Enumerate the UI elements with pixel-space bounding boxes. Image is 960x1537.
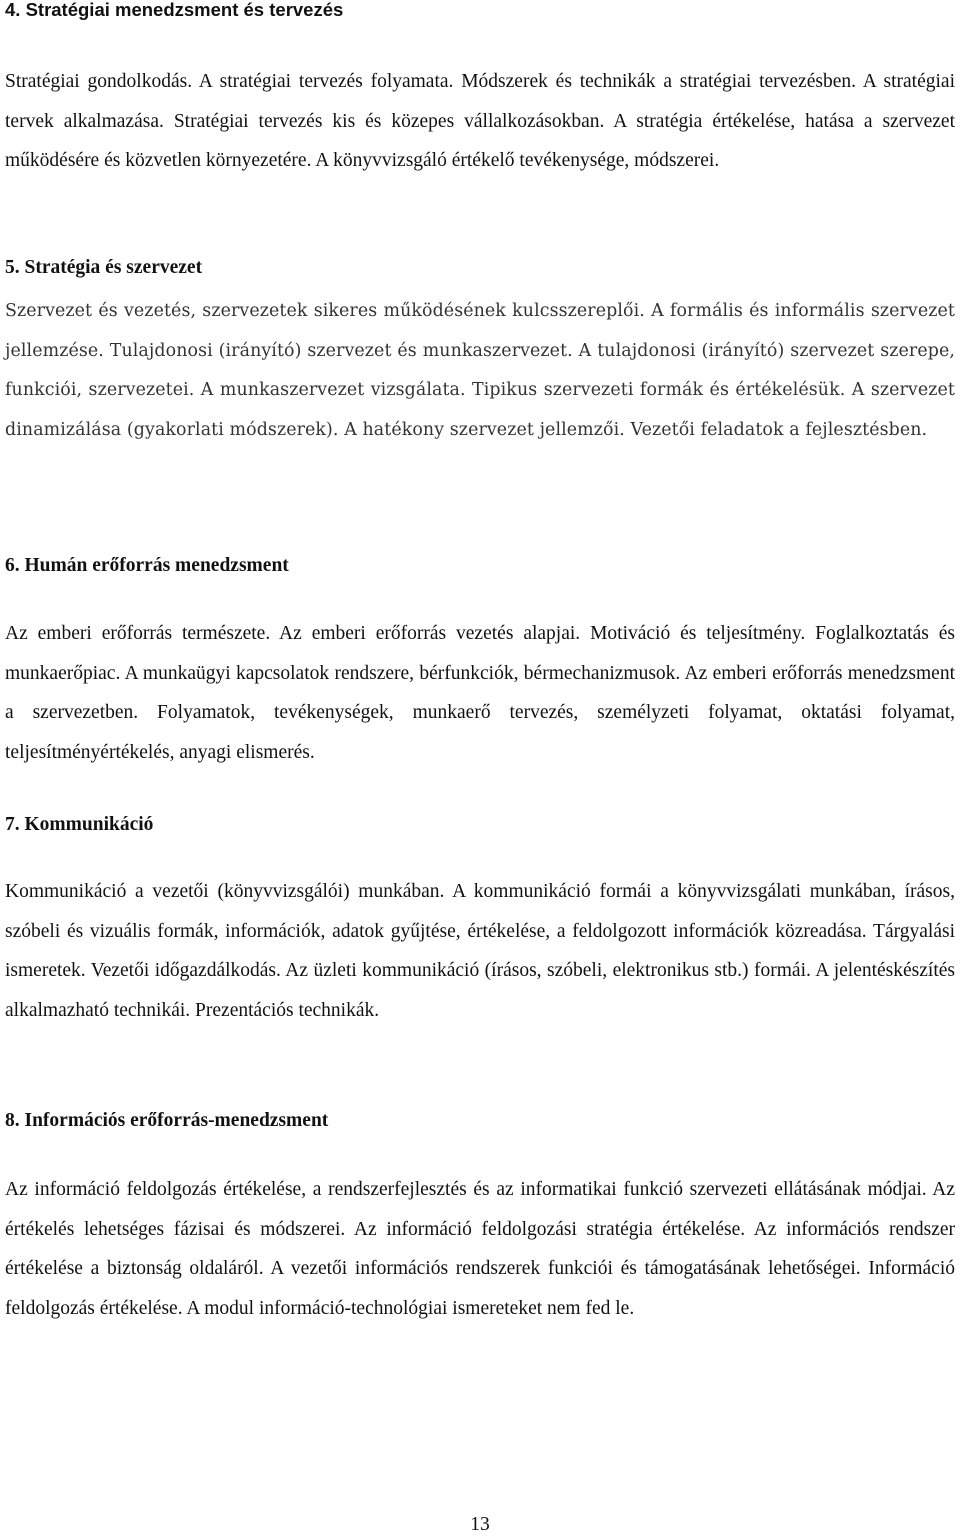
section-paragraph: Az emberi erőforrás természete. Az emberi erőforrás vezetés alapjai. Motiváció és teljesítmény. Foglalkoztatás és munkaerőpiac. A munkaügyi kapcsolatok rendszere, bérfunkciók, bérmechanizmusok. Az emberi erőforrás menedzsment a szervezetben. Folyamatok, tevékenységek, munkaerő tervezés, személyzeti folyamat, oktatási folyamat, teljesítményértékelés, anyagi elismerés. xyxy=(5,623,955,763)
section-5 xyxy=(5,256,955,280)
section-paragraph: Stratégiai gondolkodás. A stratégiai tervezés folyamata. Módszerek és technikák a stratégiai tervezésben. A stratégiai tervek alkalmazása. Stratégiai tervezés kis és közepes vállalkozásokban. A stratégia értékelése, hatása a szervezet működésére és közvetlen környezetére. A könyvvizsgáló értékelő tevékenysége, módszerei. xyxy=(5,71,955,172)
section-6-body xyxy=(5,614,955,772)
section-paragraph: Kommunikáció a vezetői (könyvvizsgálói) munkában. A kommunikáció formái a könyvvizsgálati munkában, írásos, szóbeli és vizuális formák, információk, adatok gyűjtése, értékelése, a feldolgozott információk közreadása. Tárgyalási ismeretek. Vezetői időgazdálkodás. Az üzleti kommunikáció (írásos, szóbeli, elektronikus stb.) formái. A jelentéskészítés alkalmazható technikái. Prezentációs technikák. xyxy=(5,881,955,1021)
section-heading: 5. Stratégia és szervezet xyxy=(5,257,203,278)
section-4-body xyxy=(5,62,955,181)
section-8 xyxy=(5,1109,955,1133)
section-8-body xyxy=(5,1170,955,1328)
section-4 xyxy=(5,0,955,22)
section-paragraph: Az információ feldolgozás értékelése, a rendszerfejlesztés és az informatikai funkció szervezeti ellátásának módjai. Az értékelés lehetséges fázisai és módszerei. Az információ feldolgozási stratégia értékelése. Az információs rendszer értékelése a biztonság oldaláról. A vezetői információs rendszerek funkciói és támogatásának lehetőségei. Információ feldolgozás értékelése. A modul információ-technológiai ismereteket nem fed le. xyxy=(5,1179,955,1319)
section-heading: 4. Stratégiai menedzsment és tervezés xyxy=(5,0,344,20)
section-7 xyxy=(5,813,955,837)
page-number: 13 xyxy=(470,1514,490,1535)
section-heading: 7. Kommunikáció xyxy=(5,814,154,835)
section-heading: 8. Információs erőforrás-menedzsment xyxy=(5,1110,329,1131)
section-6 xyxy=(5,554,955,578)
section-5-body xyxy=(5,292,955,450)
section-heading: 6. Humán erőforrás menedzsment xyxy=(5,555,289,576)
section-paragraph: Szervezet és vezetés, szervezetek sikeres működésének kulcsszereplői. A formális és informális szervezet jellemzése. Tulajdonosi (irányító) szervezet és munkaszervezet. A tulajdonosi (irányító) szervezet szerepe, funkciói, szervezetei. A munkaszervezet vizsgálata. Tipikus szervezeti formák és értékelésük. A szervezet dinamizálása (gyakorlati módszerek). A hatékony szervezet jellemzői. Vezetői feladatok a fejlesztésben. xyxy=(5,301,955,440)
section-7-body xyxy=(5,872,955,1030)
